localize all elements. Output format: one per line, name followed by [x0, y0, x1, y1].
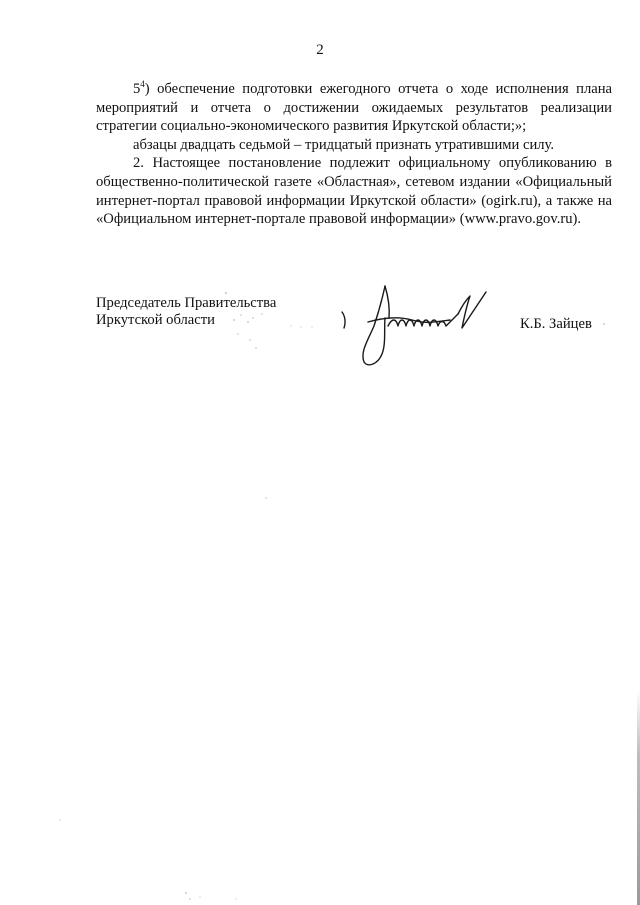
paragraph-text: ) обеспечение подготовки ежегодного отчета о ходе исполнения плана мероприятий и отчета о достижении ожидаемых результатов реализации стратегии социально-экономического развития Иркутской области;»; — [96, 81, 612, 135]
document-body — [96, 80, 612, 229]
signer-position-line-1: Председатель Правительства — [96, 295, 277, 311]
item-marker-superscript: 4 — [140, 79, 145, 90]
signer-position — [96, 295, 276, 329]
paragraph-publication: 2. Настоящее постановление подлежит официальному опубликованию в общественно-политической газете «Областная», сетевом издании «Официальный интернет-портал правовой информации Иркутской области» (ogirk.ru), а также на «Официальном интернет-портале правовой информации» (www.pravo.gov.ru). — [96, 155, 612, 228]
signer-name: К.Б. Зайцев — [520, 316, 592, 332]
signer-position-line-2: Иркутской области — [96, 312, 215, 328]
page-number: 2 — [316, 42, 324, 58]
paragraph-repeal: абзацы двадцать седьмой – тридцатый признать утратившими силу. — [133, 136, 555, 153]
handwritten-signature-icon — [338, 282, 498, 372]
item-marker: 5 — [133, 81, 141, 97]
paragraph-item-5-4 — [96, 80, 612, 136]
